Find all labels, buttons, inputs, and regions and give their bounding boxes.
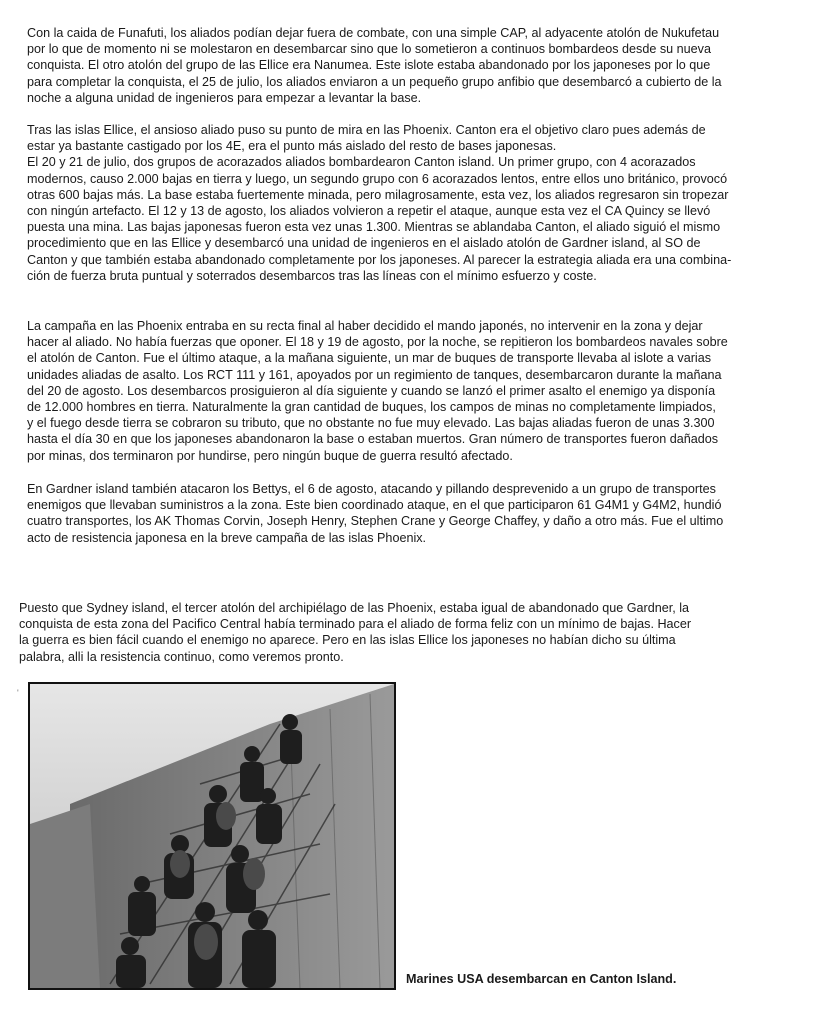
- photo-marines-climbing-net-icon: [30, 684, 394, 988]
- paragraph-funafuti: Con la caida de Funafuti, los aliados podían dejar fuera de combate, con una simple CAP, al adyacente atolón de Nukufetau por lo que de momento ni se molestaron en desembarcar sino que lo sometieron a continuos bombardeos desde su nueva conquista. El otro atolón del grupo de las Ellice era Nanumea. Este islote estaba abandonado por los japoneses por lo que para completar la conquista, el 25 de julio, los aliados enviaron a un pequeño grupo anfibio que desembarcó a cubierto de la noche a alguna unidad de ingenieros para empezar a levantar la base.: [27, 26, 722, 105]
- tick-mark: ': [17, 688, 19, 698]
- paragraph-gardner-island: En Gardner island también atacaron los Bettys, el 6 de agosto, atacando y pillando desprevenido a un grupo de transportes enemigos que llevaban suministros a la zona. Este bien coordinado ataque, en el que participaron 61 G4M1 y G4M2, hundió cuatro transportes, los AK Thomas Corvin, Joseph Henry, Stephen Crane y George Chaffey, y daño a otro más. Fue el ultimo acto de resistencia japonesa en la breve campaña de las islas Phoenix.: [27, 482, 724, 545]
- paragraph-ellice-phoenix: Tras las islas Ellice, el ansioso aliado puso su punto de mira en las Phoenix. Canton era el objetivo claro pues además de estar ya bastante castigado por los 4E, era el punto más aislado del resto de bases japonesas. El 20 y 21 de julio, dos grupos de acorazados aliados bombardearon Canton island. Un primer grupo, con 4 acorazados modernos, causo 2.000 bajas en tierra y luego, un segundo grupo con 6 acorazados lentos, entre ellos uno británico, provocó otras 600 bajas más. La base estaba fuertemente minada, pero milagrosamente, esta vez, los aliados regresaron sin tropezar con ningún artefacto. El 12 y 13 de agosto, los aliados volvieron a repetir el ataque, aunque esta vez el CA Quincy se llevó puesta una mina. Las bajas japonesas fueron esta vez unas 1.300. Mientras se ablandaba Canton, el aliado siguió el mismo procedimiento que en las Ellice y desembarcó una unidad de ingenieros en el aislado atolón de Gardner island, al SO de Canton y que también estaba abandonado completamente por los japoneses. Al parecer la estrategia aliada era una combina- ción de fuerza bruta puntual y soterrados desembarcos tras las líneas con el mínimo esfuerzo y coste.: [27, 123, 732, 283]
- paragraph-sydney-island: Puesto que Sydney island, el tercer atolón del archipiélago de las Phoenix, estaba igual de abandonado que Gardner, la conquista de esta zona del Pacifico Central había terminado para el aliado de forma feliz con un mínimo de bajas. Hacer la guerra es bien fácil cuando el enemigo no aparece. Pero en las islas Ellice los japoneses no habían dicho su última palabra, alli la resistencia continuo, como veremos pronto.: [19, 601, 692, 664]
- marines-photo: [28, 682, 396, 990]
- paragraph-phoenix-campaign: La campaña en las Phoenix entraba en su recta final al haber decidido el mando japonés, no intervenir en la zona y dejar hacer al aliado. No había fuerzas que oponer. El 18 y 19 de agosto, por la noche, se repitieron los bombardeos navales sobre el atolón de Canton. Fue el último ataque, a la mañana siguiente, un mar de buques de transporte llevaba al islote a varias unidades aliadas de asalto. Los RCT 111 y 161, apoyados por un regimiento de tanques, desembarcaron durante la mañana del 20 de agosto. Los desembarcos prosiguieron al día siguiente y cuando se lanzó el primer asalto el enemigo ya disponía de 12.000 hombres en tierra. Naturalmente la gran cantidad de buques, los campos de minas no completamente limpiados, y el fuego desde tierra se cobraron su tributo, que no obstante no fue muy elevado. Las bajas aliadas fueron de unas 3.300 hasta el día 30 en que los japoneses abandonaron la base o estaban muertos. Gran número de transportes fueron dañados por minas, dos terminaron por hundirse, pero ningún buque de guerra resultó afectado.: [27, 319, 728, 463]
- photo-caption: Marines USA desembarcan en Canton Island.: [406, 972, 677, 986]
